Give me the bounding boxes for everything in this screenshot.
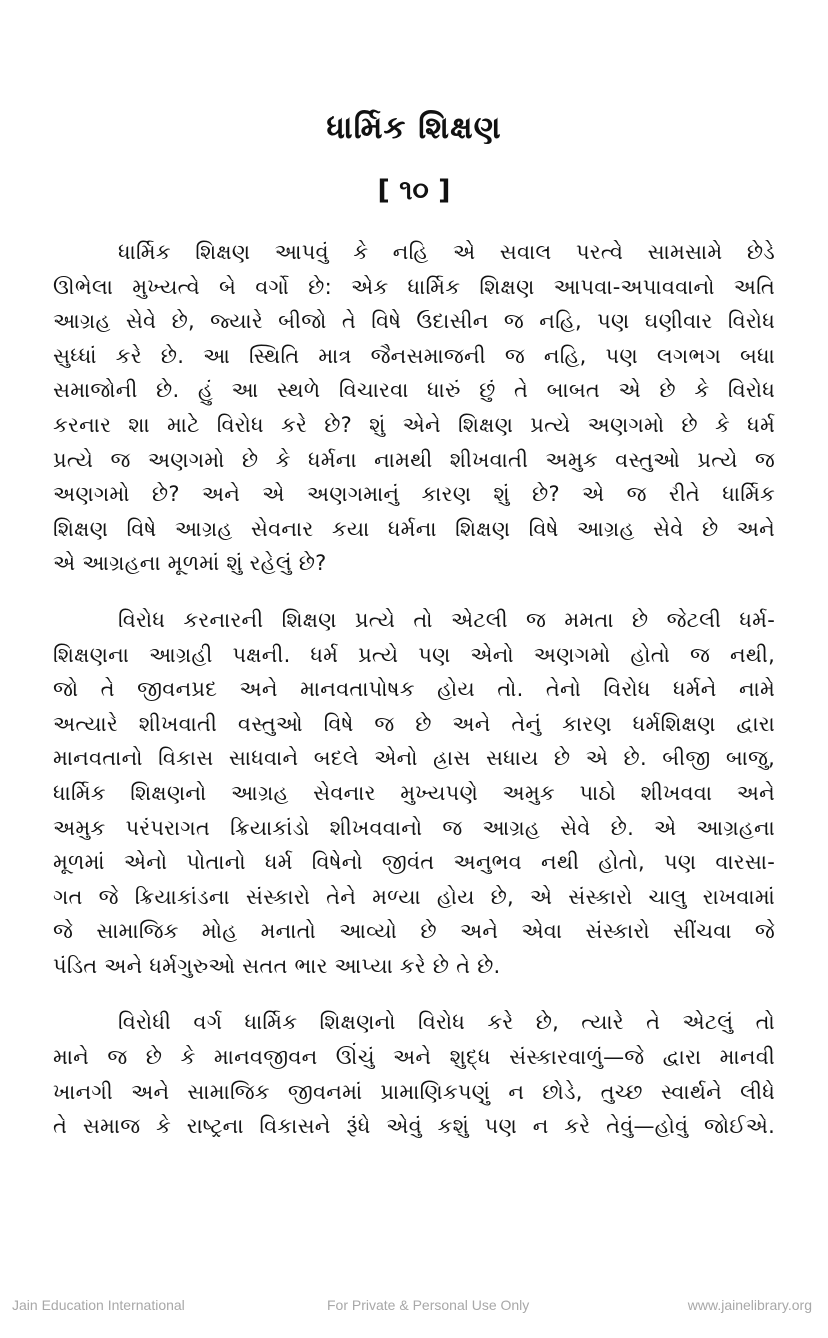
- text-line: મૂળમાં એનો પોતાનો ધર્મ વિષેનો જીવંત અનુભવ નથી હોતો, પણ વારસા-: [53, 850, 775, 875]
- text-line: તે સમાજ કે રાષ્ટ્રના વિકાસને રૂંધે એવું કશું પણ ન કરે તેવું—હોવું જોઈએ.: [53, 1114, 775, 1139]
- text-line: પ્રત્યે જ અણગમો છે કે ધર્મના નામથી શીખવાતી અમુક વસ્તુઓ પ્રત્યે જ: [53, 447, 775, 472]
- page-title: ધાર્મિક શિક્ષણ: [326, 110, 502, 146]
- paragraph-3: [53, 1005, 775, 1143]
- body-text: [53, 235, 775, 1144]
- text-line: અત્યારે શીખવાતી વસ્તુઓ વિષે જ છે અને તેનું કારણ ધર્મશિક્ષણ દ્વારા: [53, 711, 775, 736]
- text-line: અમુક પરંપરાગત ક્રિયાકાંડો શીખવવાનો જ આગ્રહ સેવે છે. એ આગ્રહના: [53, 815, 775, 840]
- text-line: સમાજોની છે. હું આ સ્થળે વિચારવા ધારું છું તે બાબત એ છે કે વિરોધ: [53, 378, 775, 403]
- paragraph-spacer: [53, 581, 775, 603]
- text-line: ધાર્મિક શિક્ષણનો આગ્રહ સેવનાર મુખ્યપણે અમુક પાઠો શીખવવા અને: [53, 780, 775, 805]
- text-line: જે સામાજિક મોહ મનાતો આવ્યો છે અને એવા સંસ્કારો સીંચવા જે: [53, 919, 775, 944]
- text-line: કરનાર શા માટે વિરોધ કરે છે? શું એને શિક્ષણ પ્રત્યે અણગમો છે કે ધર્મ: [53, 412, 775, 437]
- text-line: ગત જે ક્રિયાકાંડના સંસ્કારો તેને મળ્યા હોય છે, એ સંસ્કારો ચાલુ રાખવામાં: [53, 884, 775, 909]
- text-line: શિક્ષણ વિષે આગ્રહ સેવનાર કયા ધર્મના શિક્ષણ વિષે આગ્રહ સેવે છે અને: [53, 516, 775, 541]
- footer-publisher: Jain Education International: [12, 1297, 185, 1313]
- footer: [0, 1297, 828, 1317]
- text-line: ધાર્મિક શિક્ષણ આપવું કે નહિ એ સવાલ પરત્વે સામસામે છેડે: [118, 240, 775, 264]
- text-line: વિરોધી વર્ગ ધાર્મિક શિક્ષણનો વિરોધ કરે છે, ત્યારે તે એટલું તો: [118, 1010, 775, 1035]
- paragraph-1: [53, 235, 775, 581]
- text-line: એ આગ્રહના મૂળમાં શું રહેલું છે?: [53, 551, 327, 576]
- text-line: માને જ છે કે માનવજીવન ઊંચું અને શુદ્ધ સંસ્કારવાળું—જે દ્વારા માનવી: [53, 1045, 775, 1070]
- text-line: સુધ્ધાં કરે છે. આ સ્થિતિ માત્ર જૈનસમાજની જ નહિ, પણ લગભગ બધા: [53, 343, 775, 368]
- text-line: અણગમો છે? અને એ અણગમાનું કારણ શું છે? એ જ રીતે ધાર્મિક: [53, 482, 775, 507]
- text-line: માનવતાનો વિકાસ સાધવાને બદલે એનો હ્રાસ સધાય છે એ છે. બીજી બાજુ,: [53, 746, 775, 771]
- paragraph-spacer: [53, 983, 775, 1005]
- text-line: આગ્રહ સેવે છે, જ્યારે બીજો તે વિષે ઉદાસીન જ નહિ, પણ ઘણીવાર વિરોધ: [53, 309, 775, 334]
- text-line: ખાનગી અને સામાજિક જીવનમાં પ્રામાણિકપણું ન છોડે, તુચ્છ સ્વાર્થને લીધે: [53, 1079, 775, 1104]
- paragraph-2: [53, 603, 775, 984]
- text-line: ઊભેલા મુખ્યત્વે બે વર્ગો છે: એક ધાર્મિક શિક્ષણ આપવા-અપાવવાનો અતિ: [53, 274, 775, 299]
- text-line: જો તે જીવનપ્રદ અને માનવતાપોષક હોય તો. તેનો વિરોધ ધર્મને નામે: [53, 677, 775, 702]
- text-line: પંડિત અને ધર્મગુરુઓ સતત ભાર આપ્યા કરે છે તે છે.: [53, 953, 501, 978]
- footer-website-link[interactable]: www.jainelibrary.org: [687, 1297, 812, 1313]
- footer-usage-note: For Private & Personal Use Only: [327, 1297, 530, 1313]
- text-line: શિક્ષણના આગ્રહી પક્ષની. ધર્મ પ્રત્યે પણ એનો અણગમો હોતો જ નથી,: [53, 642, 775, 667]
- text-line: વિરોધ કરનારની શિક્ષણ પ્રત્યે તો એટલી જ મમતા છે જેટલી ધર્મ-: [118, 607, 775, 632]
- chapter-number: [ ૧૦ ]: [377, 175, 451, 206]
